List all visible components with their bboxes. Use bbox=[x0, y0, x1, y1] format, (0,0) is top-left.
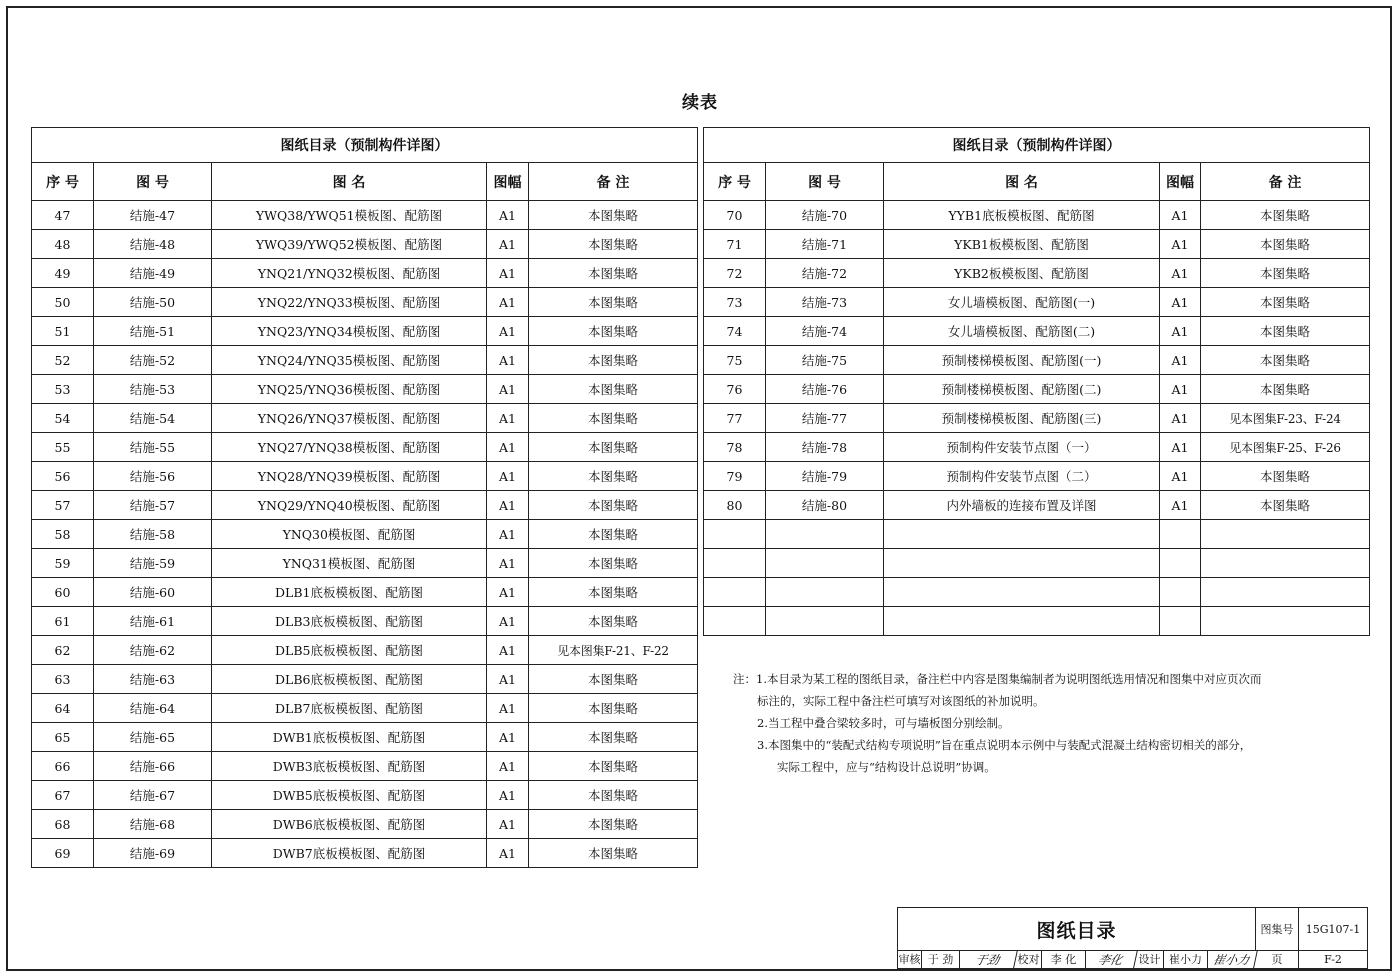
column-header-drawing-number: 图 号 bbox=[94, 163, 212, 201]
empty-table-row bbox=[704, 578, 1370, 607]
table-row bbox=[32, 810, 698, 839]
empty-table-row bbox=[704, 607, 1370, 636]
cell-sheet-size: A1 bbox=[487, 404, 529, 433]
cell-drawing-name: 预制构件安装节点图（一） bbox=[884, 433, 1160, 462]
cell-remark: 本图集略 bbox=[529, 201, 698, 230]
designer-signature: 崔小力 bbox=[1206, 950, 1258, 968]
table-row bbox=[32, 636, 698, 665]
cell-drawing-name: DLB3底板模板图、配筋图 bbox=[212, 607, 487, 636]
cell-row-number: 67 bbox=[32, 781, 94, 810]
cell-remark: 本图集略 bbox=[529, 317, 698, 346]
empty-cell bbox=[1201, 607, 1370, 636]
empty-cell bbox=[1201, 520, 1370, 549]
column-header-remark: 备 注 bbox=[1201, 163, 1370, 201]
cell-remark: 本图集略 bbox=[1201, 230, 1370, 259]
cell-sheet-size: A1 bbox=[487, 375, 529, 404]
table-row bbox=[704, 491, 1370, 520]
table-row bbox=[704, 259, 1370, 288]
cell-drawing-number: 结施-50 bbox=[94, 288, 212, 317]
cell-drawing-name: YNQ31模板图、配筋图 bbox=[212, 549, 487, 578]
cell-drawing-number: 结施-62 bbox=[94, 636, 212, 665]
cell-remark: 见本图集F-25、F-26 bbox=[1201, 433, 1370, 462]
column-header-row-number: 序 号 bbox=[704, 163, 766, 201]
cell-row-number: 71 bbox=[704, 230, 766, 259]
cell-sheet-size: A1 bbox=[1160, 433, 1201, 462]
table-row bbox=[32, 375, 698, 404]
cell-drawing-number: 结施-63 bbox=[94, 665, 212, 694]
title-block bbox=[897, 907, 1368, 969]
cell-drawing-name: DLB6底板模板图、配筋图 bbox=[212, 665, 487, 694]
cell-drawing-name: DWB1底板模板图、配筋图 bbox=[212, 723, 487, 752]
reviewer-name: 于 劲 bbox=[922, 950, 960, 968]
cell-row-number: 58 bbox=[32, 520, 94, 549]
page-label: 页 bbox=[1256, 950, 1299, 968]
table-row bbox=[32, 230, 698, 259]
designer-name: 崔小力 bbox=[1164, 950, 1208, 968]
cell-sheet-size: A1 bbox=[1160, 404, 1201, 433]
cell-drawing-name: YNQ26/YNQ37模板图、配筋图 bbox=[212, 404, 487, 433]
table-title: 图纸目录（预制构件详图） bbox=[32, 128, 698, 163]
cell-sheet-size: A1 bbox=[487, 520, 529, 549]
cell-row-number: 72 bbox=[704, 259, 766, 288]
cell-remark: 本图集略 bbox=[529, 230, 698, 259]
cell-remark: 本图集略 bbox=[529, 694, 698, 723]
cell-drawing-number: 结施-54 bbox=[94, 404, 212, 433]
cell-drawing-name: YNQ25/YNQ36模板图、配筋图 bbox=[212, 375, 487, 404]
empty-cell bbox=[1160, 607, 1201, 636]
cell-drawing-number: 结施-55 bbox=[94, 433, 212, 462]
reviewer-signature: 于劲 bbox=[958, 950, 1018, 968]
table-row bbox=[32, 404, 698, 433]
cell-sheet-size: A1 bbox=[487, 288, 529, 317]
empty-table-row bbox=[704, 549, 1370, 578]
cell-remark: 本图集略 bbox=[1201, 288, 1370, 317]
cell-remark: 见本图集F-23、F-24 bbox=[1201, 404, 1370, 433]
page-number: F-2 bbox=[1324, 952, 1342, 966]
cell-row-number: 73 bbox=[704, 288, 766, 317]
empty-cell bbox=[766, 607, 884, 636]
cell-drawing-name: DLB5底板模板图、配筋图 bbox=[212, 636, 487, 665]
table-title: 图纸目录（预制构件详图） bbox=[704, 128, 1370, 163]
cell-row-number: 74 bbox=[704, 317, 766, 346]
empty-cell bbox=[884, 549, 1160, 578]
cell-drawing-number: 结施-67 bbox=[94, 781, 212, 810]
cell-sheet-size: A1 bbox=[487, 433, 529, 462]
cell-row-number: 79 bbox=[704, 462, 766, 491]
cell-remark: 本图集略 bbox=[529, 259, 698, 288]
empty-cell bbox=[704, 578, 766, 607]
cell-remark: 本图集略 bbox=[529, 752, 698, 781]
cell-drawing-number: 结施-71 bbox=[766, 230, 884, 259]
cell-sheet-size: A1 bbox=[487, 723, 529, 752]
cell-sheet-size: A1 bbox=[487, 752, 529, 781]
cell-sheet-size: A1 bbox=[487, 607, 529, 636]
cell-row-number: 68 bbox=[32, 810, 94, 839]
cell-sheet-size: A1 bbox=[487, 491, 529, 520]
cell-sheet-size: A1 bbox=[1160, 259, 1201, 288]
cell-drawing-number: 结施-57 bbox=[94, 491, 212, 520]
cell-row-number: 66 bbox=[32, 752, 94, 781]
cell-drawing-number: 结施-72 bbox=[766, 259, 884, 288]
cell-row-number: 80 bbox=[704, 491, 766, 520]
cell-drawing-number: 结施-79 bbox=[766, 462, 884, 491]
cell-sheet-size: A1 bbox=[1160, 288, 1201, 317]
table-row bbox=[32, 346, 698, 375]
cell-sheet-size: A1 bbox=[1160, 230, 1201, 259]
cell-drawing-number: 结施-51 bbox=[94, 317, 212, 346]
empty-cell bbox=[766, 520, 884, 549]
cell-drawing-name: 女儿墙模板图、配筋图(一) bbox=[884, 288, 1160, 317]
empty-cell bbox=[1201, 578, 1370, 607]
cell-drawing-name: YNQ27/YNQ38模板图、配筋图 bbox=[212, 433, 487, 462]
empty-cell bbox=[1201, 549, 1370, 578]
cell-row-number: 53 bbox=[32, 375, 94, 404]
cell-remark: 本图集略 bbox=[1201, 462, 1370, 491]
cell-drawing-number: 结施-61 bbox=[94, 607, 212, 636]
cell-sheet-size: A1 bbox=[487, 578, 529, 607]
cell-row-number: 63 bbox=[32, 665, 94, 694]
table-row bbox=[32, 462, 698, 491]
column-header-sheet-size: 图幅 bbox=[487, 163, 529, 201]
cell-sheet-size: A1 bbox=[487, 317, 529, 346]
cell-drawing-number: 结施-70 bbox=[766, 201, 884, 230]
cell-sheet-size: A1 bbox=[1160, 462, 1201, 491]
cell-drawing-name: YWQ39/YWQ52模板图、配筋图 bbox=[212, 230, 487, 259]
cell-drawing-number: 结施-53 bbox=[94, 375, 212, 404]
empty-cell bbox=[766, 578, 884, 607]
design-label: 设计 bbox=[1136, 950, 1164, 968]
cell-remark: 本图集略 bbox=[529, 665, 698, 694]
cell-drawing-number: 结施-65 bbox=[94, 723, 212, 752]
cell-row-number: 70 bbox=[704, 201, 766, 230]
cell-drawing-number: 结施-47 bbox=[94, 201, 212, 230]
cell-drawing-number: 结施-56 bbox=[94, 462, 212, 491]
cell-sheet-size: A1 bbox=[487, 549, 529, 578]
cell-drawing-name: YNQ22/YNQ33模板图、配筋图 bbox=[212, 288, 487, 317]
cell-drawing-name: 预制楼梯模板图、配筋图(二) bbox=[884, 375, 1160, 404]
cell-sheet-size: A1 bbox=[487, 839, 529, 868]
cell-drawing-number: 结施-58 bbox=[94, 520, 212, 549]
cell-row-number: 69 bbox=[32, 839, 94, 868]
drawing-title: 图纸目录 bbox=[898, 908, 1256, 950]
table-row bbox=[32, 201, 698, 230]
cell-drawing-number: 结施-60 bbox=[94, 578, 212, 607]
cell-row-number: 75 bbox=[704, 346, 766, 375]
cell-sheet-size: A1 bbox=[487, 230, 529, 259]
cell-remark: 本图集略 bbox=[529, 288, 698, 317]
cell-remark: 本图集略 bbox=[1201, 317, 1370, 346]
cell-drawing-name: DWB3底板模板图、配筋图 bbox=[212, 752, 487, 781]
cell-sheet-size: A1 bbox=[487, 810, 529, 839]
table-row bbox=[704, 433, 1370, 462]
empty-cell bbox=[1160, 578, 1201, 607]
cell-remark: 本图集略 bbox=[529, 346, 698, 375]
cell-remark: 本图集略 bbox=[529, 491, 698, 520]
cell-drawing-name: YWQ38/YWQ51模板图、配筋图 bbox=[212, 201, 487, 230]
cell-remark: 本图集略 bbox=[529, 462, 698, 491]
cell-drawing-name: 女儿墙模板图、配筋图(二) bbox=[884, 317, 1160, 346]
empty-cell bbox=[704, 520, 766, 549]
cell-row-number: 52 bbox=[32, 346, 94, 375]
note-line: 标注的，实际工程中备注栏可填写对该图纸的补加说明。 bbox=[757, 694, 1045, 708]
cell-remark: 本图集略 bbox=[529, 810, 698, 839]
cell-remark: 本图集略 bbox=[529, 607, 698, 636]
cell-row-number: 60 bbox=[32, 578, 94, 607]
cell-drawing-number: 结施-49 bbox=[94, 259, 212, 288]
empty-cell bbox=[704, 549, 766, 578]
table-row bbox=[32, 607, 698, 636]
cell-remark: 见本图集F-21、F-22 bbox=[529, 636, 698, 665]
cell-row-number: 51 bbox=[32, 317, 94, 346]
cell-drawing-number: 结施-69 bbox=[94, 839, 212, 868]
empty-cell bbox=[884, 578, 1160, 607]
table-row bbox=[704, 230, 1370, 259]
checker-signature: 李化 bbox=[1084, 950, 1138, 968]
cell-row-number: 57 bbox=[32, 491, 94, 520]
table-row bbox=[704, 346, 1370, 375]
cell-drawing-name: YNQ21/YNQ32模板图、配筋图 bbox=[212, 259, 487, 288]
cell-drawing-number: 结施-76 bbox=[766, 375, 884, 404]
cell-sheet-size: A1 bbox=[1160, 201, 1201, 230]
cell-remark: 本图集略 bbox=[529, 404, 698, 433]
cell-drawing-number: 结施-48 bbox=[94, 230, 212, 259]
cell-sheet-size: A1 bbox=[1160, 346, 1201, 375]
note-line: 2.当工程中叠合梁较多时，可与墙板图分别绘制。 bbox=[757, 716, 1010, 730]
table-row bbox=[704, 201, 1370, 230]
cell-drawing-number: 结施-80 bbox=[766, 491, 884, 520]
cell-drawing-name: YKB2板模板图、配筋图 bbox=[884, 259, 1160, 288]
empty-cell bbox=[704, 607, 766, 636]
cell-drawing-name: YNQ29/YNQ40模板图、配筋图 bbox=[212, 491, 487, 520]
table-row bbox=[32, 317, 698, 346]
table-row bbox=[32, 781, 698, 810]
table-row bbox=[32, 839, 698, 868]
table-row bbox=[32, 288, 698, 317]
cell-row-number: 48 bbox=[32, 230, 94, 259]
cell-drawing-number: 结施-66 bbox=[94, 752, 212, 781]
cell-sheet-size: A1 bbox=[487, 259, 529, 288]
cell-remark: 本图集略 bbox=[1201, 375, 1370, 404]
catalog-table-left bbox=[31, 127, 698, 868]
atlas-number: 15G107-1 bbox=[1305, 922, 1361, 936]
table-row bbox=[704, 462, 1370, 491]
cell-row-number: 55 bbox=[32, 433, 94, 462]
empty-cell bbox=[1160, 549, 1201, 578]
cell-sheet-size: A1 bbox=[487, 781, 529, 810]
table-row bbox=[32, 259, 698, 288]
cell-drawing-name: 预制构件安装节点图（二） bbox=[884, 462, 1160, 491]
cell-remark: 本图集略 bbox=[1201, 259, 1370, 288]
review-label: 审核 bbox=[898, 950, 922, 968]
cell-row-number: 47 bbox=[32, 201, 94, 230]
table-header-row bbox=[32, 163, 698, 201]
table-row bbox=[704, 404, 1370, 433]
cell-drawing-number: 结施-78 bbox=[766, 433, 884, 462]
note-line: 注：1.本目录为某工程的图纸目录，备注栏中内容是图集编制者为说明图纸选用情况和图集中对应页次而 bbox=[733, 672, 1262, 686]
cell-drawing-name: 预制楼梯模板图、配筋图(三) bbox=[884, 404, 1160, 433]
cell-drawing-number: 结施-73 bbox=[766, 288, 884, 317]
cell-remark: 本图集略 bbox=[529, 723, 698, 752]
cell-sheet-size: A1 bbox=[487, 636, 529, 665]
cell-remark: 本图集略 bbox=[529, 578, 698, 607]
cell-drawing-name: YYB1底板模板图、配筋图 bbox=[884, 201, 1160, 230]
page-title: 续表 bbox=[682, 93, 718, 113]
cell-remark: 本图集略 bbox=[529, 549, 698, 578]
table-header-row bbox=[704, 163, 1370, 201]
cell-remark: 本图集略 bbox=[529, 433, 698, 462]
cell-drawing-number: 结施-64 bbox=[94, 694, 212, 723]
cell-drawing-name: DWB7底板模板图、配筋图 bbox=[212, 839, 487, 868]
cell-drawing-name: YKB1板模板图、配筋图 bbox=[884, 230, 1160, 259]
table-row bbox=[32, 520, 698, 549]
cell-row-number: 50 bbox=[32, 288, 94, 317]
notes bbox=[733, 668, 1363, 778]
cell-remark: 本图集略 bbox=[529, 520, 698, 549]
cell-row-number: 65 bbox=[32, 723, 94, 752]
cell-row-number: 59 bbox=[32, 549, 94, 578]
cell-drawing-name: YNQ24/YNQ35模板图、配筋图 bbox=[212, 346, 487, 375]
cell-row-number: 56 bbox=[32, 462, 94, 491]
empty-cell bbox=[1160, 520, 1201, 549]
note-line: 实际工程中，应与“结构设计总说明”协调。 bbox=[777, 760, 996, 774]
cell-drawing-name: YNQ30模板图、配筋图 bbox=[212, 520, 487, 549]
checker-name: 李 化 bbox=[1042, 950, 1086, 968]
cell-drawing-name: YNQ28/YNQ39模板图、配筋图 bbox=[212, 462, 487, 491]
cell-drawing-number: 结施-59 bbox=[94, 549, 212, 578]
empty-table-row bbox=[704, 520, 1370, 549]
cell-row-number: 49 bbox=[32, 259, 94, 288]
cell-row-number: 61 bbox=[32, 607, 94, 636]
cell-row-number: 64 bbox=[32, 694, 94, 723]
table-row bbox=[32, 549, 698, 578]
catalog-table-right bbox=[703, 127, 1370, 636]
table-row bbox=[32, 723, 698, 752]
cell-remark: 本图集略 bbox=[529, 839, 698, 868]
empty-cell bbox=[884, 520, 1160, 549]
cell-row-number: 76 bbox=[704, 375, 766, 404]
table-row bbox=[32, 752, 698, 781]
cell-sheet-size: A1 bbox=[487, 462, 529, 491]
cell-sheet-size: A1 bbox=[487, 665, 529, 694]
column-header-remark: 备 注 bbox=[529, 163, 698, 201]
cell-row-number: 54 bbox=[32, 404, 94, 433]
cell-remark: 本图集略 bbox=[1201, 491, 1370, 520]
column-header-drawing-number: 图 号 bbox=[766, 163, 884, 201]
cell-sheet-size: A1 bbox=[1160, 317, 1201, 346]
cell-remark: 本图集略 bbox=[529, 375, 698, 404]
table-row bbox=[704, 317, 1370, 346]
cell-row-number: 77 bbox=[704, 404, 766, 433]
cell-sheet-size: A1 bbox=[487, 346, 529, 375]
empty-cell bbox=[766, 549, 884, 578]
column-header-sheet-size: 图幅 bbox=[1160, 163, 1201, 201]
cell-drawing-name: DLB1底板模板图、配筋图 bbox=[212, 578, 487, 607]
cell-sheet-size: A1 bbox=[487, 201, 529, 230]
cell-row-number: 78 bbox=[704, 433, 766, 462]
empty-cell bbox=[884, 607, 1160, 636]
cell-drawing-name: DWB6底板模板图、配筋图 bbox=[212, 810, 487, 839]
check-label: 校对 bbox=[1016, 950, 1042, 968]
cell-drawing-name: DWB5底板模板图、配筋图 bbox=[212, 781, 487, 810]
table-row bbox=[32, 433, 698, 462]
cell-drawing-name: 内外墙板的连接布置及详图 bbox=[884, 491, 1160, 520]
cell-drawing-name: 预制楼梯模板图、配筋图(一) bbox=[884, 346, 1160, 375]
cell-drawing-number: 结施-75 bbox=[766, 346, 884, 375]
cell-sheet-size: A1 bbox=[1160, 491, 1201, 520]
cell-drawing-name: YNQ23/YNQ34模板图、配筋图 bbox=[212, 317, 487, 346]
cell-row-number: 62 bbox=[32, 636, 94, 665]
cell-drawing-name: DLB7底板模板图、配筋图 bbox=[212, 694, 487, 723]
cell-sheet-size: A1 bbox=[1160, 375, 1201, 404]
cell-drawing-number: 结施-68 bbox=[94, 810, 212, 839]
cell-drawing-number: 结施-77 bbox=[766, 404, 884, 433]
cell-sheet-size: A1 bbox=[487, 694, 529, 723]
cell-remark: 本图集略 bbox=[1201, 346, 1370, 375]
cell-drawing-number: 结施-52 bbox=[94, 346, 212, 375]
column-header-drawing-name: 图 名 bbox=[884, 163, 1160, 201]
column-header-drawing-name: 图 名 bbox=[212, 163, 487, 201]
table-row bbox=[32, 578, 698, 607]
table-row bbox=[704, 375, 1370, 404]
table-row bbox=[704, 288, 1370, 317]
table-row bbox=[32, 694, 698, 723]
cell-remark: 本图集略 bbox=[1201, 201, 1370, 230]
cell-drawing-number: 结施-74 bbox=[766, 317, 884, 346]
atlas-number-label: 图集号 bbox=[1256, 908, 1299, 950]
note-line: 3.本图集中的“装配式结构专项说明”旨在重点说明本示例中与装配式混凝土结构密切相关的部分， bbox=[757, 738, 1252, 752]
column-header-row-number: 序 号 bbox=[32, 163, 94, 201]
table-row bbox=[32, 665, 698, 694]
cell-remark: 本图集略 bbox=[529, 781, 698, 810]
table-row bbox=[32, 491, 698, 520]
